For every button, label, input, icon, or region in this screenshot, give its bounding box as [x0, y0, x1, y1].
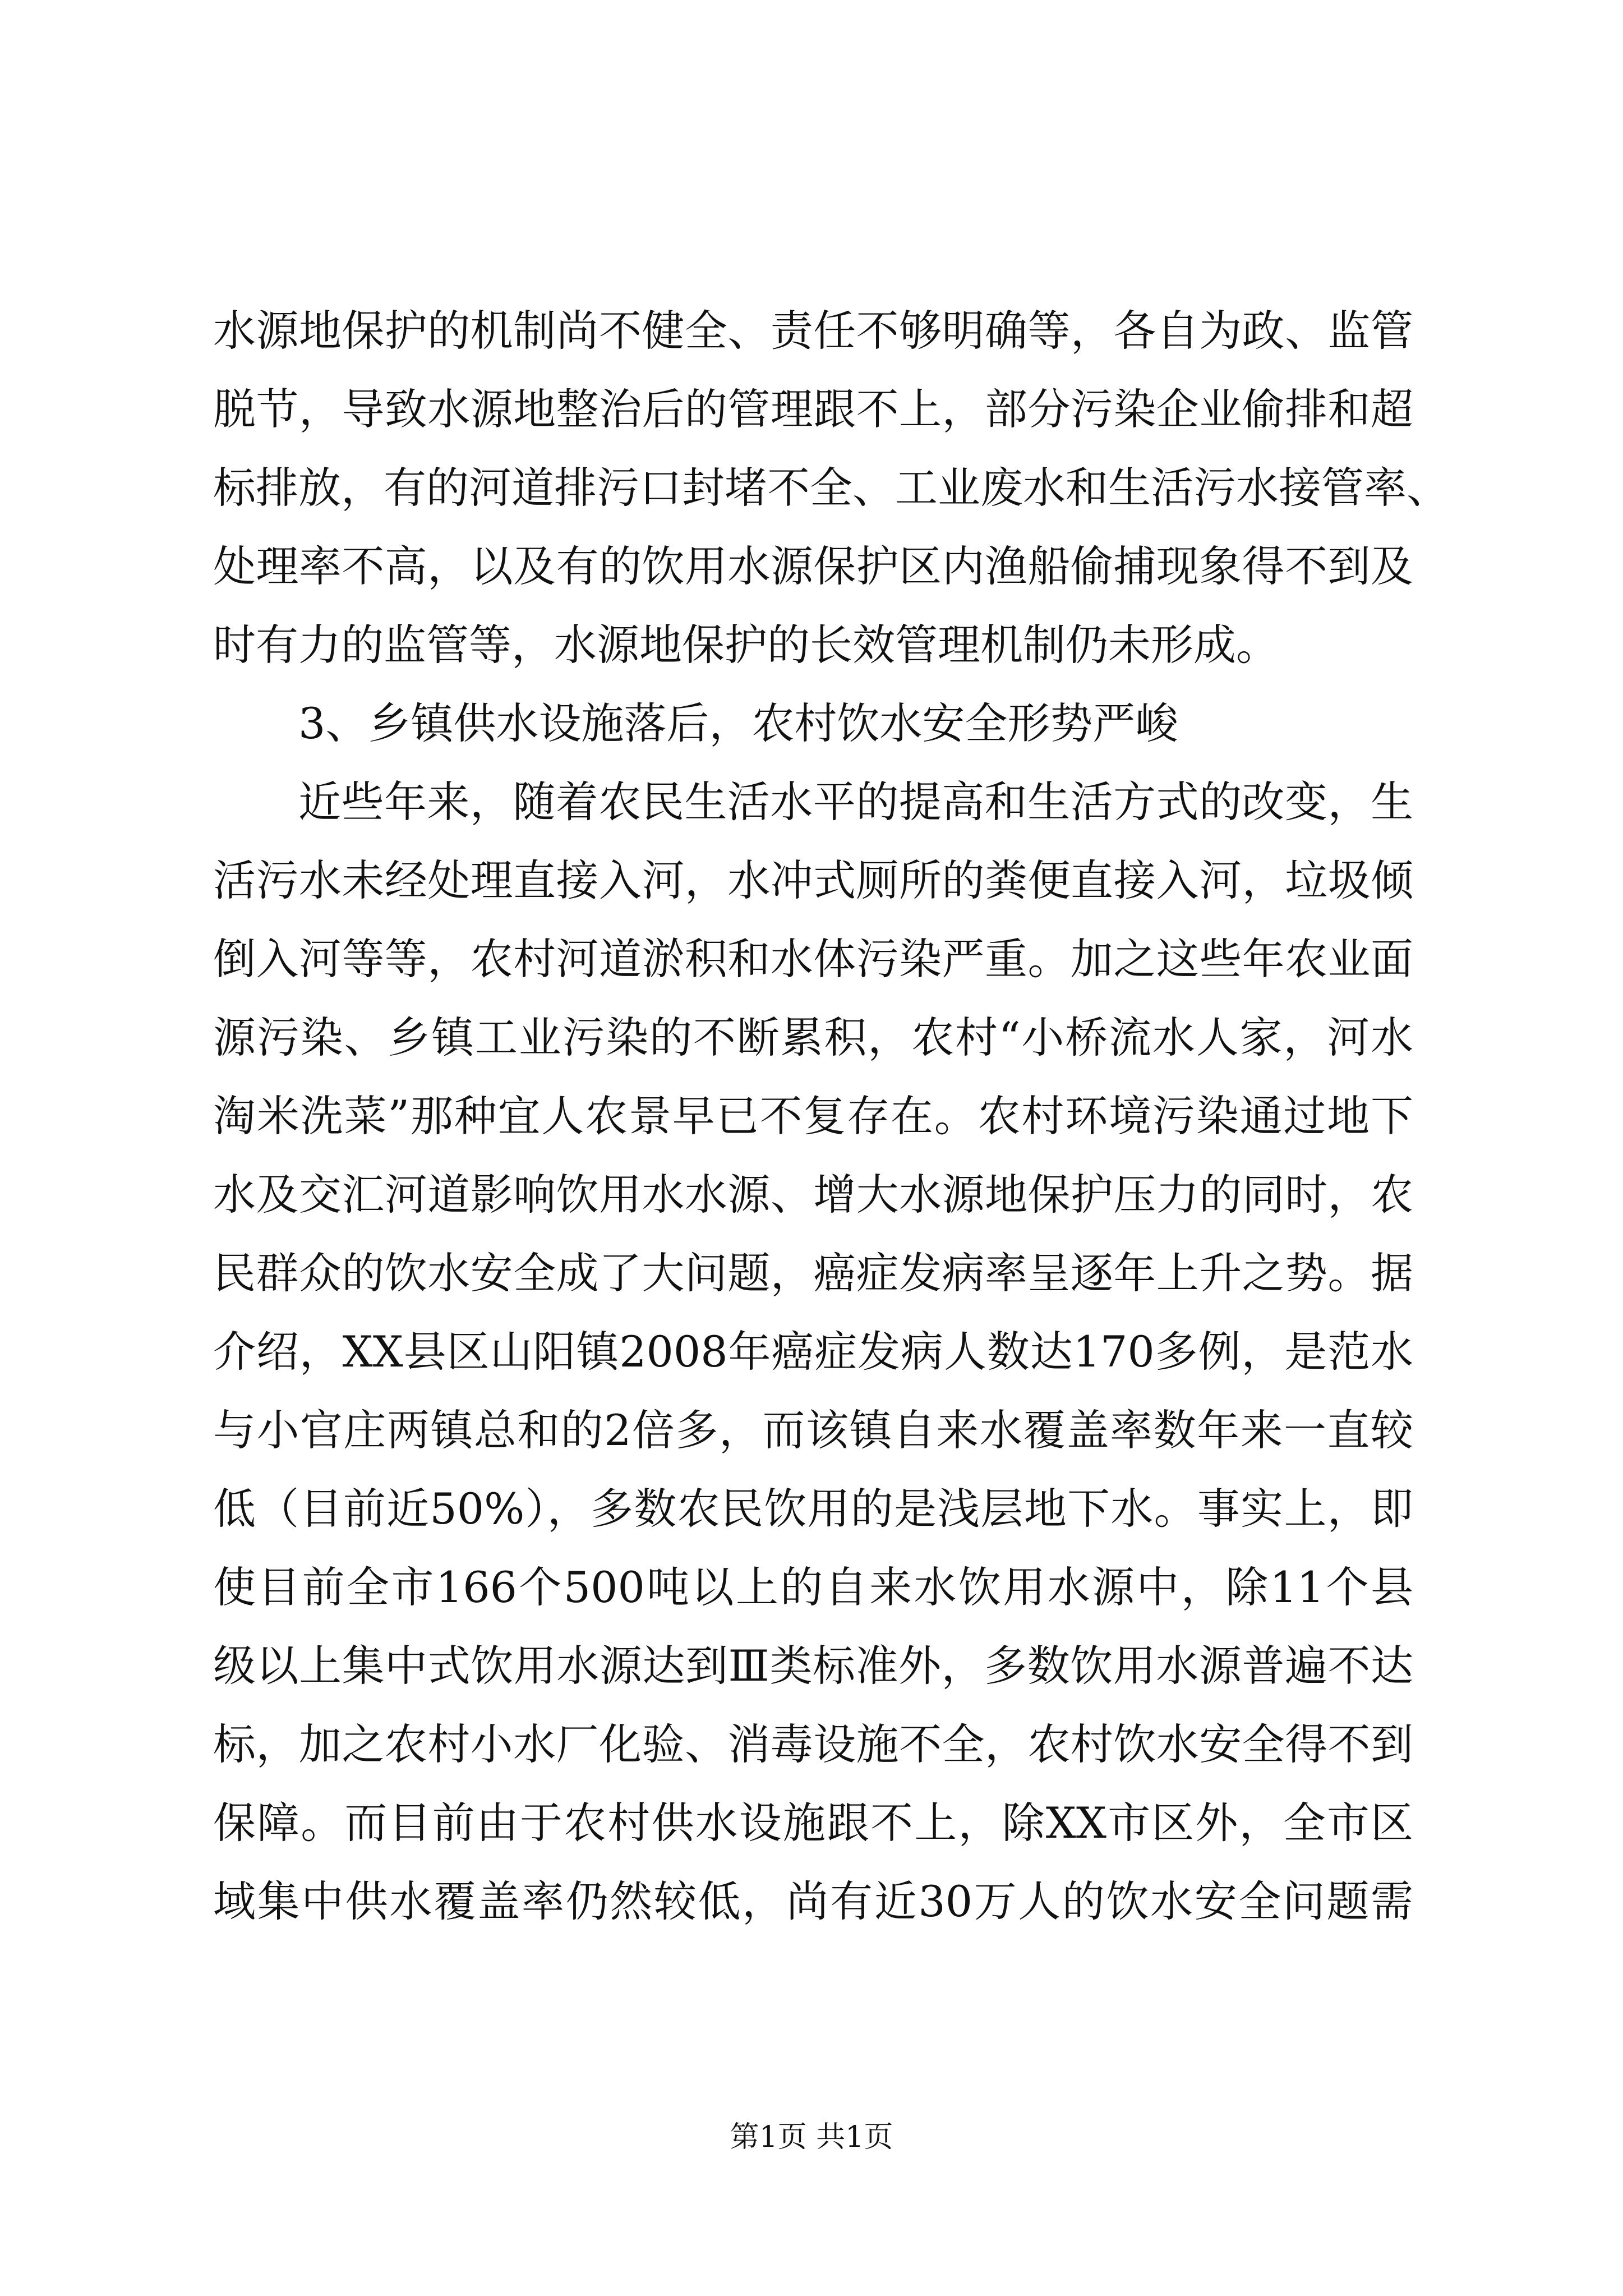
body-text-line: 与小官庄两镇总和的2倍多，而该镇自来水覆盖率数年来一直较: [213, 1405, 1413, 1455]
body-text-line: 倒入河等等，农村河道淤积和水体污染严重。加之这些年农业面: [213, 934, 1413, 984]
body-text-line: 活污水未经处理直接入河，水冲式厕所的粪便直接入河，垃圾倾: [213, 855, 1413, 905]
body-text-line: 近些年来，随着农民生活水平的提高和生活方式的改变，生: [298, 777, 1413, 827]
body-text-line: 标，加之农村小水厂化验、消毒设施不全，农村饮水安全得不到: [213, 1719, 1413, 1769]
body-text-line: 级以上集中式饮用水源达到Ⅲ类标准外，多数饮用水源普遍不达: [213, 1641, 1413, 1691]
body-text-line: 低（目前近50%），多数农民饮用的是浅层地下水。事实上，即: [213, 1484, 1413, 1534]
body-text-line: 时有力的监管等，水源地保护的长效管理机制仍未形成。: [213, 620, 1279, 670]
body-text-line: 淘米洗菜”那种宜人农景早已不复存在。农村环境污染通过地下: [213, 1091, 1413, 1141]
body-text-line: 域集中供水覆盖率仍然较低，尚有近30万人的饮水安全问题需: [213, 1876, 1413, 1926]
body-text-line: 介绍，XX县区山阳镇2008年癌症发病人数达170多例，是范水: [213, 1327, 1413, 1377]
section-heading: 3、乡镇供水设施落后，农村饮水安全形势严峻: [298, 698, 1178, 748]
body-text-line: 脱节，导致水源地整治后的管理跟不上，部分污染企业偷排和超: [213, 384, 1413, 434]
page-footer: 第1页 共1页: [730, 2120, 893, 2154]
body-text-line: 使目前全市166个500吨以上的自来水饮用水源中，除11个县: [213, 1562, 1413, 1612]
body-text-line: 民群众的饮水安全成了大问题，癌症发病率呈逐年上升之势。据: [213, 1248, 1413, 1298]
body-text-line: 处理率不高，以及有的饮用水源保护区内渔船偷捕现象得不到及: [213, 541, 1413, 591]
body-text-line: 水及交汇河道影响饮用水水源、增大水源地保护压力的同时，农: [213, 1170, 1413, 1220]
body-text-line: 源污染、乡镇工业污染的不断累积，农村“小桥流水人家，河水: [213, 1013, 1413, 1062]
body-text-line: 水源地保护的机制尚不健全、责任不够明确等，各自为政、监管: [213, 306, 1413, 356]
body-text-line: 保障。而目前由于农村供水设施跟不上，除XX市区外，全市区: [213, 1798, 1413, 1848]
body-text-line: 标排放，有的河道排污口封堵不全、工业废水和生活污水接管率、: [213, 463, 1449, 513]
